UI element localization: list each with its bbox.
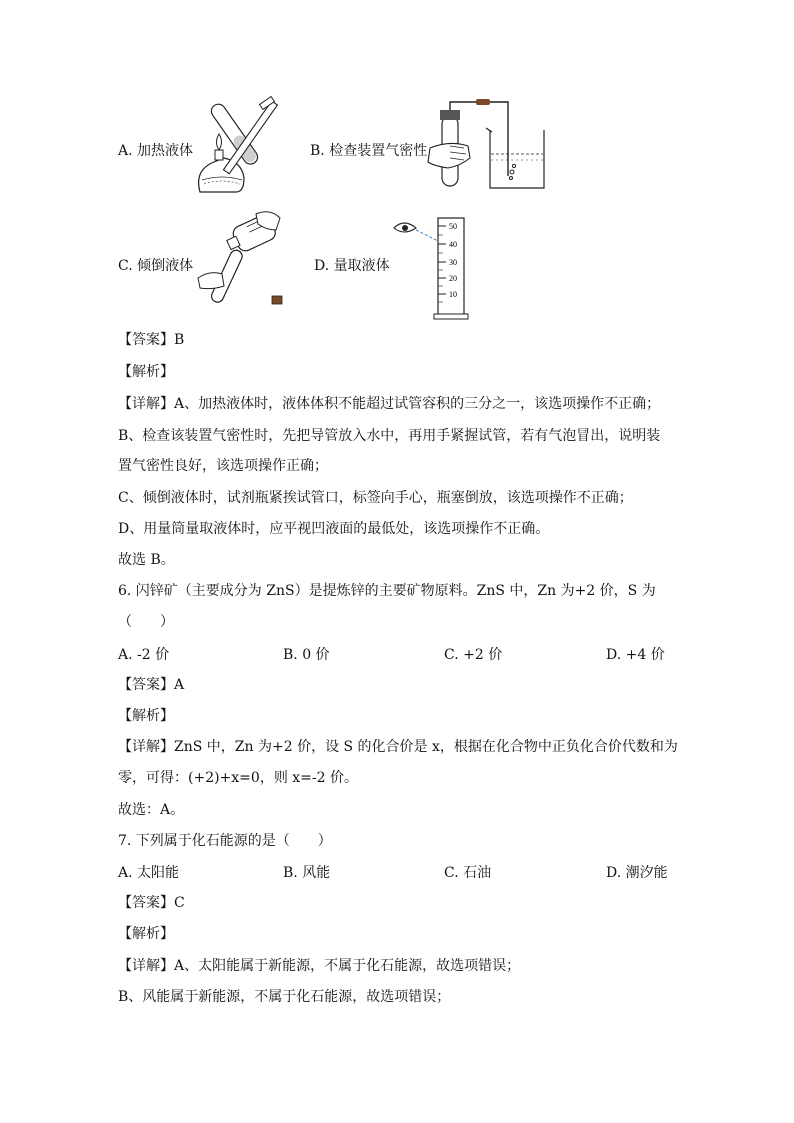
q7-answer: 【答案】C [118,895,185,911]
q6-option-d: D. +4 价 [606,647,665,663]
airtightness-check-illustration [420,96,548,192]
q6-analysis-heading: 【解析】 [118,708,174,724]
q5-detail-line: B、检查该装置气密性时，先把导管放入水中，再用手紧握试管，若有气泡冒出，说明装 [118,428,661,444]
q6-option-b: B. 0 价 [283,647,330,663]
q6-answer: 【答案】A [118,677,185,693]
scale-tick-50: 50 [449,222,457,231]
q7-analysis-heading: 【解析】 [118,926,174,942]
graduated-cylinder-illustration [390,214,480,324]
q7-stem: 7. 下列属于化石能源的是（ ） [118,833,332,849]
q7-option-b: B. 风能 [283,865,331,881]
figure-b-label: B. 检查装置气密性 [310,143,428,159]
q7-option-a: A. 太阳能 [118,865,180,881]
q6-option-a: A. -2 价 [118,647,170,663]
pouring-liquid-illustration [196,208,296,308]
q5-answer: 【答案】B [118,332,185,348]
scale-tick-40: 40 [449,240,457,249]
q5-conclusion: 故选 B。 [118,552,175,568]
q5-detail-line: 【详解】A、加热液体时，液体体积不能超过试管容积的三分之一，该选项操作不正确； [118,396,661,412]
scale-tick-30: 30 [449,258,457,267]
figure-a-label: A. 加热液体 [118,143,194,159]
scale-tick-10: 10 [449,290,457,299]
q6-option-c: C. +2 价 [444,647,503,663]
figure-d-label: D. 量取液体 [314,258,390,274]
q7-detail-line: 【详解】A、太阳能属于新能源，不属于化石能源，故选项错误； [118,958,521,974]
figure-c-label: C. 倾倒液体 [118,258,194,274]
q5-detail-line: D、用量筒量取液体时，应平视凹液面的最低处，该选项操作不正确。 [118,521,550,537]
scale-tick-20: 20 [449,274,457,283]
q6-stem: 6. 闪锌矿（主要成分为 ZnS）是提炼锌的主要矿物原料。ZnS 中，Zn 为+2 价，S 为 [118,583,656,599]
q5-detail-line: C、倾倒液体时，试剂瓶紧挨试管口，标签向手心，瓶塞倒放，该选项操作不正确； [118,490,633,506]
q5-detail-line: 置气密性良好，该选项操作正确； [118,458,328,474]
q7-option-c: C. 石油 [444,865,492,881]
q5-analysis-heading: 【解析】 [118,364,174,380]
q7-option-d: D. 潮汐能 [606,865,668,881]
q6-detail-line: 【详解】ZnS 中，Zn 为+2 价，设 S 的化合价是 x，根据在化合物中正负化合价代数和为 [118,739,678,755]
q6-stem-blank: （ ） [118,614,174,630]
q6-conclusion: 故选：A。 [118,802,185,818]
q7-detail-line: B、风能属于新能源，不属于化石能源，故选项错误； [118,989,451,1005]
q6-detail-line: 零，可得：(+2)+x=0，则 x=-2 价。 [118,770,358,786]
heating-liquid-illustration [192,96,282,194]
